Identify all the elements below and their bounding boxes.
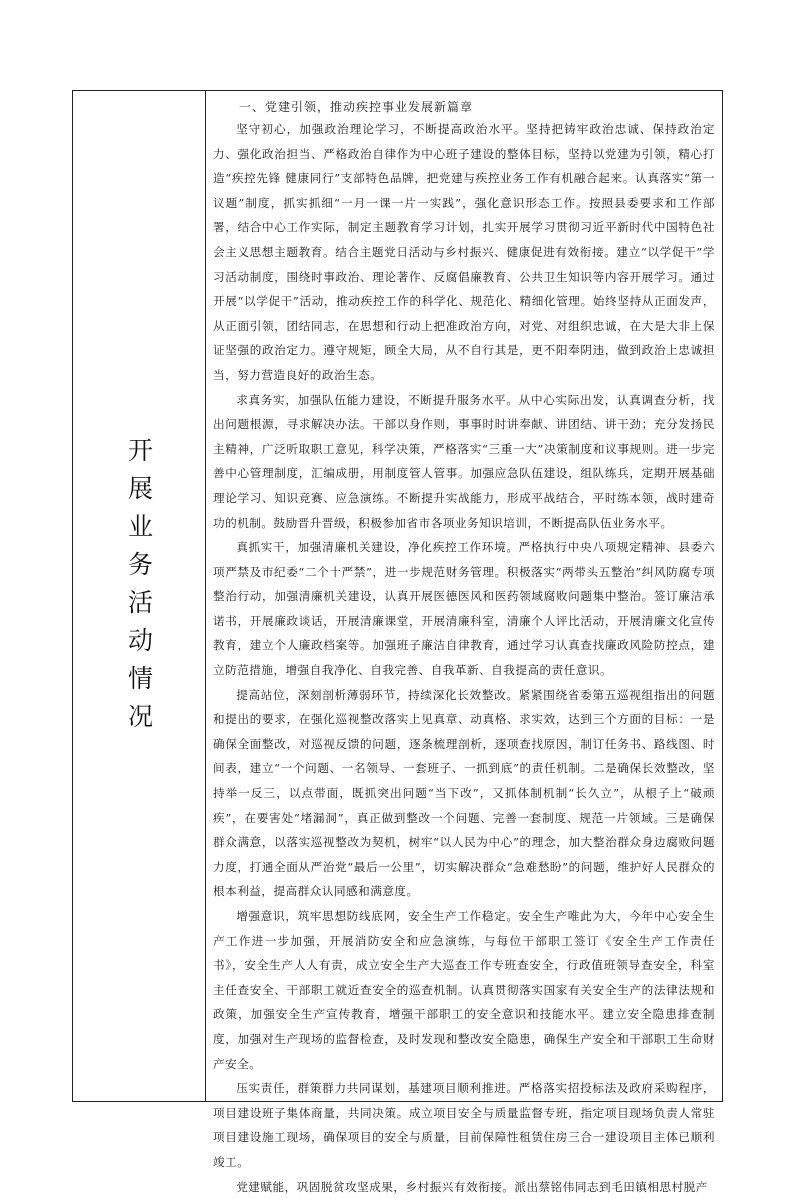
row-label: 开展业务活动情况 [124,437,154,741]
paragraph-political-study: 坚守初心，加强政治理论学习，不断提高政治水平。坚持把铸牢政治忠诚、保持政治定力、强化政治担当、严格政治自律作为中心班子建设的整体目标，坚持以党建为引领，精心打造“疾控先锋 健康同行”支部特色品牌，把党建与疾控业务工作有机融合起来。认真落实“第一议题”制度，抓实抓细“一月一课一片一实践”，强化意识形态工作。按照县委要求和工作部署，结合中心工作实际，制定主题教育学习计划，扎实开展学习贯彻习近平新时代中国特色社会主义思想主题教育。结合主题党日活动与乡村振兴、健康促进有效衔接。建立“以学促干”学习活动制度，围绕时事政治、理论著作、反腐倡廉教育、公共卫生知识等内容开展学习。通过开展“以学促干”活动，推动疾控工作的科学化、规范化、精细化管理。始终坚持从正面发声，从正面引领，团结同志，在思想和行动上把准政治方向，对党、对组织忠诚，在大是大非上保证坚强的政治定力。遵守规矩，顾全大局，从不自行其是，更不阳奉阴违，做到政治上忠诚担当，努力营造良好的政治生态。 [213,122,715,382]
paragraph-team-capacity: 求真务实，加强队伍能力建设，不断提升服务水平。从中心实际出发，认真调查分析，找出问题根源，寻求解决办法。干部以身作则，事事时时讲奉献、讲团结、讲干劲；充分发扬民主精神，广泛听取职工意见，科学决策，严格落实“三重一大”决策制度和议事规则。进一步完善中心管理制度，汇编成册，用制度管人管事。加强应急队伍建设，组队练兵，定期开展基础理论学习、知识竞赛、应急演练。不断提升实战能力，形成平战结合，平时练本领，战时建奇功的机制。鼓励晋升晋级，积极参加省市各项业务知识培训，不断提高队伍业务水平。 [213,392,715,530]
paragraph-infrastructure: 压实责任，群策群力共同谋划，基建项目顺利推进。严格落实招投标法及政府采购程序，项目建设班子集体商量，共同决策。成立项目安全与质量监督专班，指定项目现场负责人常驻项目建设施工现场，确保项目的安全与质量，目前保障性租赁住房三合一建设项目主体已顺利竣工。 [213,1081,715,1169]
paragraph-inspection-rectification: 提高站位，深刻剖析薄弱环节，持续深化长效整改。紧紧围绕省委第五巡视组指出的问题和提出的要求，在强化巡视整改落实上见真章、动真格、求实效，达到三个方面的目标：一是确保全面整改，对巡视反馈的问题，逐条梳理剖析，逐项查找原因，制订任务书、路线图、时间表，建立“一个问题、一名领导、一套班子、一抓到底”的责任机制。二是确保长效整改，坚持举一反三，以点带面，既抓突出问题“当下改”，又抓体制机制“长久立”，从根子上“破顽疾”，在要害处“堵漏洞”，真正做到整改一个问题、完善一套制度、规范一片领域。三是确保群众满意，以落实巡视整改为契机，树牢“以人民为中心”的理念，加大整治群众身边腐败问题力度，打通全面从严治党“最后一公里”，切实解决群众“急难愁盼”的问题，维护好人民群众的根本利益，提高群众认同感和满意度。 [213,687,715,899]
activity-report-table [72,90,723,1194]
paragraph-rural-revitalization: 党建赋能，巩固脱贫攻坚成果，乡村振兴有效衔接。派出蔡铭伟同志到毛田镇相思村脱产 [236,1179,708,1194]
row-label-cell [73,91,206,1101]
paragraph-clean-organization: 真抓实干，加强清廉机关建设，净化疾控工作环境。严格执行中央八项规定精神、县委六项严禁及市纪委“二个十严禁”，进一步规范财务管理。积极落实“两带头五整治”纠风防腐专项整治行动，加强清廉机关建设，认真开展医德医风和医药领域腐败问题集中整治。签订廉洁承诺书，开展廉政谈话，开展清廉课堂，开展清廉科室，清廉个人评比活动，开展清廉文化宣传教育，建立个人廉政档案等。加强班子廉洁自律教育，通过学习认真查找廉政风险防控点，建立防范措施，增强自我净化、自我完善、自我革新、自我提高的责任意识。 [213,540,715,678]
paragraph-work-safety: 增强意识，筑牢思想防线底网，安全生产工作稳定。安全生产唯此为大，今年中心安全生产工作进一步加强，开展消防安全和应急演练，与每位干部职工签订《安全生产工作责任书》，安全生产人人有责，成立安全生产大巡查工作专班查安全，行政值班领导查安全，科室主任查安全、干部职工就近查安全的巡查机制。认真贯彻落实国家有关安全生产的法律法规和政策，加强安全生产宣传教育，增强干部职工的安全意识和技能水平。建立安全隐患排查制度，加强对生产现场的监督检查，及时发现和整改安全隐患，确保生产安全和干部职工生命财产安全。 [213,909,715,1071]
section-heading: 一、党建引领，推动疾控事业发展新篇章 [239,100,474,114]
content-cell [206,91,722,1194]
